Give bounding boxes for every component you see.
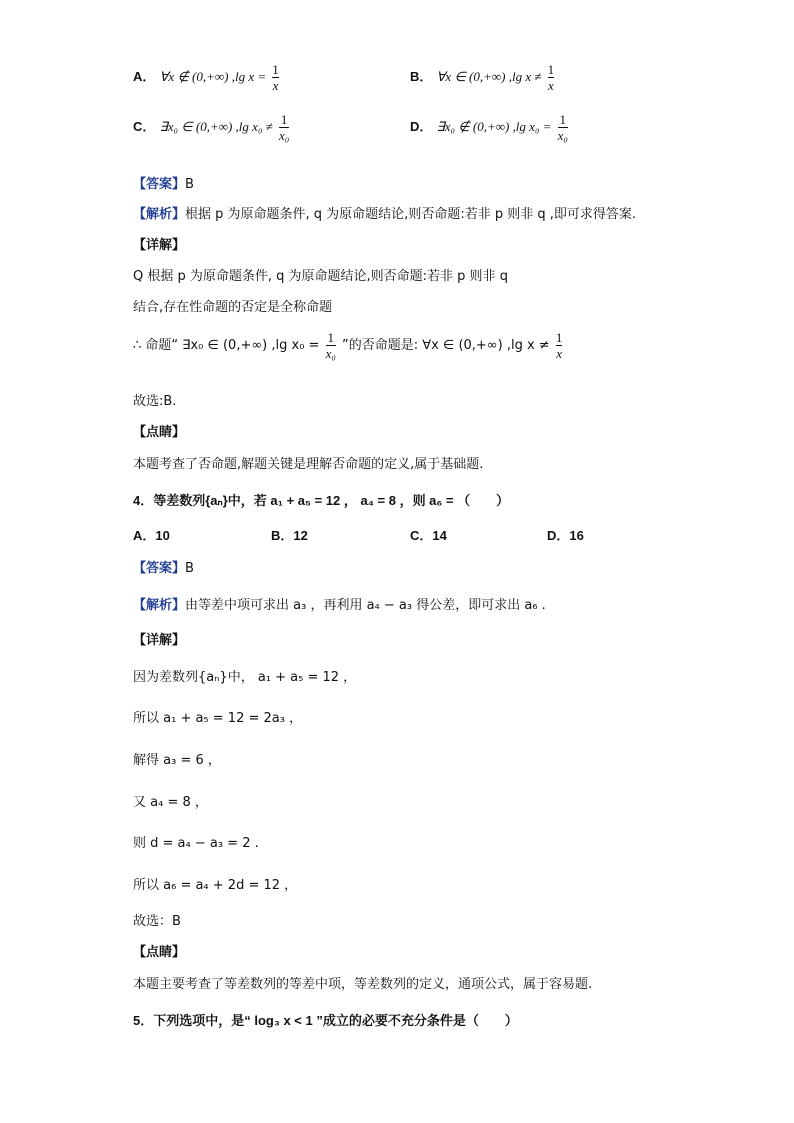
option-a <box>133 62 281 93</box>
denominator: x₀ <box>325 346 336 361</box>
analysis-text: 由等差中项可求出 a₃ ，再利用 a₄ − a₃ 得公差，即可求出 a₆ . <box>185 598 546 613</box>
detail-heading <box>133 234 185 253</box>
detail-tag: 【详解】 <box>133 632 186 647</box>
denominator: x <box>556 346 562 361</box>
step-line <box>133 791 208 810</box>
step-text: 解得 a₃ = 6 ， <box>133 753 221 768</box>
step-text: 所以 a₆ = a₄ + 2d = 12 ， <box>133 878 298 893</box>
fraction <box>326 330 336 361</box>
option-c <box>133 112 291 143</box>
step-text: 故选：B <box>133 914 181 929</box>
question-stem <box>133 490 509 509</box>
option-b <box>410 62 556 93</box>
step-line <box>133 874 297 893</box>
analysis-tag: 【解析】 <box>133 597 186 612</box>
answer-tag: 【答案】 <box>133 560 186 575</box>
numerator: 1 <box>555 330 563 345</box>
review-text: 本题考查了否命题,解题关键是理解否命题的定义,属于基础题. <box>133 457 484 472</box>
question-text: 4．等差数列{aₙ}中，若 a₁ + a₅ = 12 ， a₄ = 8 ，则 a₆ = （ ） <box>133 493 510 508</box>
review-tag: 【点睛】 <box>133 944 186 959</box>
review-tag: 【点睛】 <box>133 424 186 439</box>
fraction <box>558 112 568 143</box>
detail-text: Q 根据 p 为原命题条件, q 为原命题结论,则否命题:若非 p 则非 q <box>133 269 508 284</box>
choose-line <box>133 390 176 409</box>
step-line <box>133 910 181 929</box>
numerator: 1 <box>327 330 334 345</box>
fraction <box>556 330 563 361</box>
step-line <box>133 707 302 726</box>
option-b: B．12 <box>271 528 308 543</box>
review-text: 本题主要考查了等差数列的等差中项，等差数列的定义，通项公式，属于容易题. <box>133 977 593 992</box>
analysis-line <box>133 594 546 613</box>
detail-text: ∴ 命题“ ∃x₀ ∈ (0,+∞) ,lg x₀ = <box>133 338 320 353</box>
option-expression: ∀x ∈ (0,+∞) ,lg x ≠ <box>436 69 542 84</box>
answer-line <box>133 557 194 576</box>
review-heading <box>133 421 185 440</box>
analysis-tag: 【解析】 <box>133 206 186 221</box>
detail-text: ”的否命题是: ∀x ∈ (0,+∞) ,lg x ≠ <box>342 338 550 353</box>
numerator: 1 <box>280 112 288 127</box>
denominator: x₀ <box>278 128 290 143</box>
choose-text: 故选:B. <box>133 394 177 409</box>
fraction <box>279 112 289 143</box>
step-text: 则 d = a₄ − a₃ = 2 . <box>133 836 259 851</box>
answer-tag: 【答案】 <box>133 176 186 191</box>
denominator: x₀ <box>557 128 568 143</box>
option-a: A．10 <box>133 528 170 543</box>
step-line <box>133 749 221 768</box>
option-label: C． <box>133 119 156 134</box>
numerator: 1 <box>559 112 567 127</box>
analysis-line <box>133 203 636 222</box>
detail-tag: 【详解】 <box>133 237 186 252</box>
answer-line <box>133 173 194 192</box>
review-line <box>133 973 592 992</box>
review-heading <box>133 941 185 960</box>
detail-text: 结合,存在性命题的否定是全称命题 <box>133 300 333 315</box>
denominator: x <box>547 78 554 93</box>
question-stem <box>133 1010 518 1029</box>
option-label: D． <box>410 119 433 134</box>
detail-line <box>133 330 564 361</box>
detail-line <box>133 265 508 284</box>
numerator: 1 <box>272 62 279 77</box>
option-expression: ∀x ∉ (0,+∞) ,lg x = <box>159 69 267 84</box>
option-c: C．14 <box>410 528 447 543</box>
detail-line <box>133 296 332 315</box>
step-text: 因为差数列{aₙ}中， a₁ + a₅ = 12 ， <box>133 670 357 685</box>
fraction <box>548 62 555 93</box>
fraction <box>272 62 279 93</box>
analysis-text: 根据 p 为原命题条件, q 为原命题结论,则否命题:若非 p 则非 q ,即可求得答案. <box>185 207 636 222</box>
numerator: 1 <box>547 62 555 77</box>
answer-value: B <box>185 561 194 576</box>
step-line <box>133 666 356 685</box>
step-line <box>133 832 259 851</box>
option-label: B． <box>410 69 433 84</box>
detail-heading <box>133 629 185 648</box>
answer-value: B <box>185 177 194 192</box>
option-d <box>410 112 570 143</box>
denominator: x <box>272 78 279 93</box>
option-label: A． <box>133 69 156 84</box>
option-expression: ∃x₀ ∈ (0,+∞) ,lg x₀ ≠ <box>159 119 273 134</box>
review-line <box>133 453 483 472</box>
step-text: 又 a₄ = 8 ， <box>133 795 208 810</box>
option-d: D．16 <box>547 528 584 543</box>
step-text: 所以 a₁ + a₅ = 12 = 2a₃ ， <box>133 711 303 726</box>
question-text: 5．下列选项中，是“ log₃ x < 1 ”成立的必要不充分条件是（ ） <box>133 1013 518 1028</box>
option-expression: ∃x₀ ∉ (0,+∞) ,lg x₀ = <box>436 119 552 134</box>
